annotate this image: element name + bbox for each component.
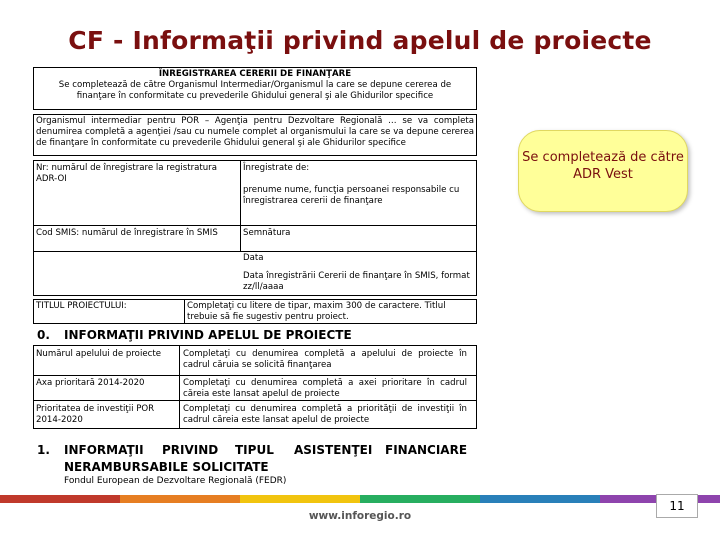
footer-color-band xyxy=(0,488,720,496)
signature-label: Semnătura xyxy=(243,228,291,238)
section-0-title: INFORMAŢII PRIVIND APELUL DE PROIECTE xyxy=(64,328,352,342)
registration-heading: ÎNREGISTRAREA CERERII DE FINANŢARE xyxy=(158,69,352,79)
registration-description: Se completează de către Organismul Intermediar/Organismul la care se depune cererea de finanţare în conformitate cu prevederile Ghidului general şi ale Ghidurilor specifice xyxy=(58,80,452,102)
registered-by-label: Înregistrate de: xyxy=(243,163,310,173)
intermediate-body-text: Organismul intermediar pentru POR – Agenţia pentru Dezvoltare Regională … se va completa denumirea completă a agenţiei /sau cu numele complet al organismului la care se va depune cererea de finanţare în conformitate cu prevederile Ghidului general şi ale Ghidurilor specifice xyxy=(36,116,474,149)
section-1-word-2: PRIVIND xyxy=(162,443,219,457)
project-title-instruction: Completaţi cu litere de tipar, maxim 300 de caractere. Titlul trebuie să fie sugestiv pentru proiect. xyxy=(187,301,446,323)
callout-text: Se completează de către ADR Vest xyxy=(522,150,684,182)
registration-header-box xyxy=(33,67,477,110)
page-number: 11 xyxy=(656,494,698,518)
registry-number-label: Nr: numărul de înregistrare la registratura ADR-OI xyxy=(36,163,217,185)
responsible-person-text: prenume nume, funcţia persoanei responsabile cu înregistrarea cererii de finanţare xyxy=(243,185,460,207)
callout-note xyxy=(518,130,688,212)
page-title: CF - Informaţii privind apelul de proiecte xyxy=(68,26,652,55)
call-info-table xyxy=(33,345,477,429)
site-url: www.inforegio.ro xyxy=(308,510,412,522)
section-0-number: 0. xyxy=(37,328,50,342)
date-detail-text: Data înregistrării Cererii de finanţare în SMIS, format zz/ll/aaaa xyxy=(243,271,470,293)
section-1-number: 1. xyxy=(37,443,50,457)
footer-band-graphic xyxy=(0,495,720,503)
smis-code-label: Cod SMIS: numărul de înregistrare în SMIS xyxy=(36,228,218,238)
registration-grid xyxy=(33,160,477,296)
priority-axis-value: Completaţi cu denumirea completă a axei prioritare în cadrul căreia este lansat apelul de proiecte xyxy=(183,378,467,400)
grid-vertical-divider xyxy=(240,161,241,251)
investment-priority-label: Prioritatea de investiţii POR 2014-2020 xyxy=(36,404,155,426)
fund-text: Fondul European de Dezvoltare Regională (FEDR) xyxy=(64,476,287,486)
call-table-row-divider xyxy=(34,375,476,376)
grid-horizontal-divider-2 xyxy=(34,251,476,252)
intermediate-body-box xyxy=(33,114,477,156)
section-1-word-3: TIPUL xyxy=(235,443,274,457)
call-number-value: Completaţi cu denumirea completă a apelului de proiecte în cadrul căruia se solicită finanţarea xyxy=(183,349,467,371)
project-title-row xyxy=(33,299,477,324)
project-title-divider xyxy=(184,300,185,323)
call-table-divider xyxy=(179,346,180,428)
section-1-word-4: ASISTENŢEI xyxy=(294,443,373,457)
section-1-title-line-2: NERAMBURSABILE SOLICITATE xyxy=(64,460,269,474)
grid-horizontal-divider xyxy=(34,225,476,226)
priority-axis-label: Axa prioritară 2014-2020 xyxy=(36,378,145,388)
section-1-word-5: FINANCIARE xyxy=(385,443,468,457)
call-number-label: Numărul apelului de proiecte xyxy=(36,349,161,359)
project-title-label: TITLUL PROIECTULUI: xyxy=(36,301,127,311)
date-label: Data xyxy=(243,253,264,263)
investment-priority-value: Completaţi cu denumirea completă a priorităţii de investiţii în cadrul căreia este lansat apelul de proiecte xyxy=(183,404,467,426)
section-1-word-1: INFORMAŢII xyxy=(64,443,144,457)
